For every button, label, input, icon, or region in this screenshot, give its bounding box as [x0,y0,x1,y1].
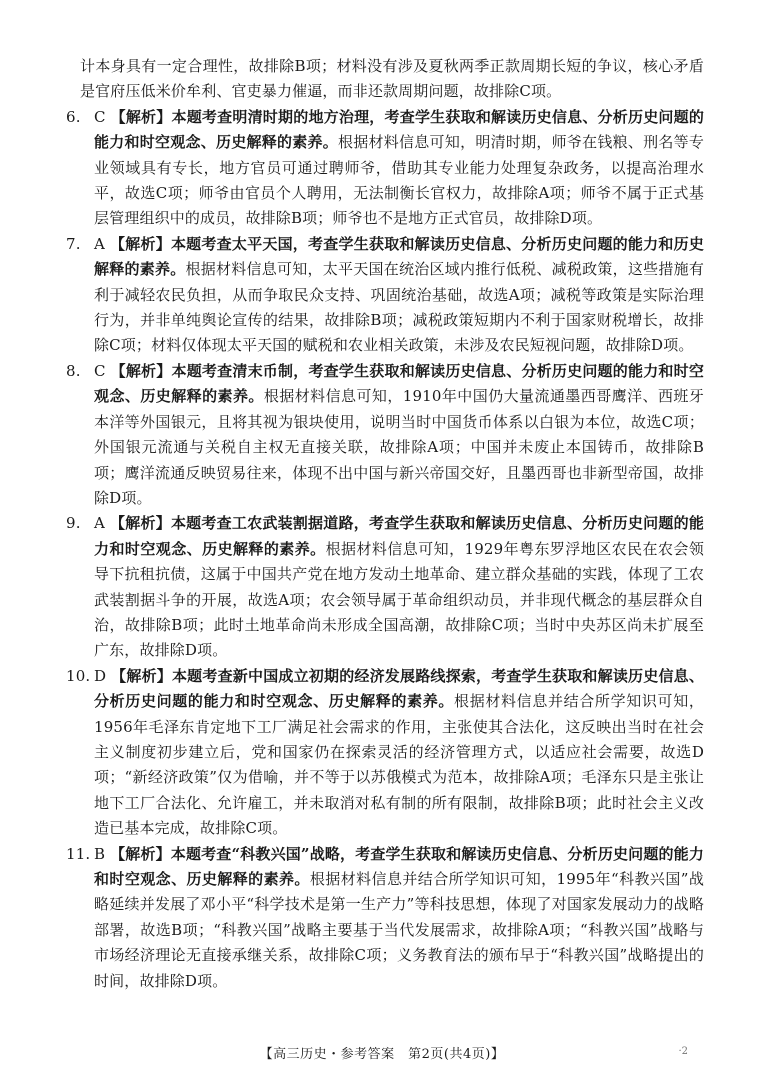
analysis-tag: 【解析】 [110,361,172,380]
analysis-lead: 本题考查“科教兴国”战略，考查学生获取和解读历史信息、分析历史问题的能力和时空观念、历史解释的素养。 [94,844,704,888]
answer-letter: D [94,666,107,685]
continuation-paragraph: 计本身具有一定合理性，故排除B项；材料没有涉及夏秋两季正款周期长短的争议，核心矛盾是官府压低米价牟利、官吏暴力催逼，而非还款周期问题，故排除C项。 [80,57,704,101]
answer-letter: C [94,107,106,126]
analysis-lead: 本题考查明清时期的地方治理，考查学生获取和解读历史信息、分析历史问题的能力和时空观念、历史解释的素养。 [94,107,704,152]
page-footer: 【高三历史・参考答案 第2页(共4页)】 [259,1047,505,1062]
analysis-tag: 【解析】 [111,666,172,685]
answer-letter: A [94,234,105,253]
analysis-body: 根据材料信息可知，太平天国在统治区域内推行低税、减税政策，这些措施有利于减轻农民负担，从而争取民众支持、巩固统治基础，故选A项；减税等政策是实际治理行为，并非单纯舆论宣传的结果，故排除B项；减税政策短期内不利于国家财税增长，故排除C项；材料仅体现太平天国的赋税和农业相关政策，未涉及农民短视问题，故排除D项。 [94,260,704,355]
analysis-lead: 本题考查工农武装割据道路，考查学生获取和解读历史信息、分析历史问题的能力和时空观念、历史解释的素养。 [94,514,704,558]
item-number: 10. [66,666,91,685]
answer-letter: B [94,844,106,863]
answer-item [66,105,704,232]
analysis-tag: 【解析】 [110,514,171,533]
item-number: 7. [66,234,81,253]
answer-item [66,664,705,842]
analysis-tag: 【解析】 [110,234,171,253]
analysis-lead: 本题考查新中国成立初期的经济发展路线探索，考查学生获取和解读历史信息、分析历史问题的能力和时空观念、历史解释的素养。 [94,666,704,711]
item-number: 9. [66,514,81,533]
analysis-lead: 本题考查清末币制，考查学生获取和解读历史信息、分析历史问题的能力和时空观念、历史解释的素养。 [94,361,704,406]
answer-letter: A [94,514,105,533]
item-number: 8. [66,361,81,380]
answer-item [66,511,704,663]
analysis-body: 根据材料信息可知，1910年中国仍大量流通墨西哥鹰洋、西班牙本洋等外国银元，且将其视为银块使用，说明当时中国货币体系以白银为本位，故选C项；外国银元流通与关税自主权无直接关联，故排除A项；中国并未废止本国铸币，故排除B项；鹰洋流通反映贸易往来，体现不出中国与新兴帝国交好，且墨西哥也非新型帝国，故排除D项。 [94,387,704,507]
analysis-tag: 【解析】 [110,844,171,863]
item-number: 6. [66,107,81,126]
item-number: 11. [66,844,91,863]
analysis-body: 根据材料信息可知，1929年粤东罗浮地区农民在农会领导下抗租抗债，这属于中国共产党在地方发动土地革命、建立群众基础的实践，体现了工农武装割据斗争的开展，故选A项；农会领导属于革命组织动员，并非现代概念的基层群众自治，故排除B项；此时土地革命尚未形成全国高潮，故排除C项；当时中央苏区尚未扩展至广东，故排除D项。 [94,539,704,660]
analysis-lead: 本题考查太平天国，考查学生获取和解读历史信息、分析历史问题的能力和历史解释的素养。 [94,234,704,279]
answer-item [66,359,704,511]
answer-item [66,842,704,994]
answer-list [66,105,705,994]
analysis-body: 根据材料信息可知，明清时期，师爷在钱粮、刑名等专业领域具有专长，地方官员可通过聘师爷，借助其专业能力处理复杂政务，以提高治理水平，故选C项；师爷由官员个人聘用，无法制衡长官权力，故排除A项；师爷不属于正式基层管理组织中的成员，故排除B项；师爷也不是地方正式官员，故排除D项。 [94,133,704,228]
analysis-body: 根据材料信息并结合所学知识可知，1956年毛泽东肯定地下工厂满足社会需求的作用，主张使其合法化，这反映出当时在社会主义制度初步建立后，党和国家仍在探索灵活的经济管理方式，以适应社会需要，故选D项；“新经济政策”仅为借喻，并不等于以苏俄模式为范本，故排除A项；毛泽东只是主张让地下工厂合法化、允许雇工，并未取消对私有制的所有限制，故排除B项；此时社会主义改造已基本完成，故排除C项。 [94,692,705,838]
analysis-tag: 【解析】 [110,107,172,126]
answer-letter: C [94,361,106,380]
analysis-body: 根据材料信息并结合所学知识可知，1995年“科教兴国”战略延续并发展了邓小平“科学技术是第一生产力”等科技思想，体现了对国家发展动力的战略部署，故选B项；“科教兴国”战略主要基于当代发展需求，故排除A项；“科教兴国”战略与市场经济理论无直接承继关系，故排除C项；义务教育法的颁布早于“科教兴国”战略提出的时间，故排除D项。 [94,870,704,990]
answer-item [66,232,704,359]
corner-mark: ·2 [678,1046,688,1057]
